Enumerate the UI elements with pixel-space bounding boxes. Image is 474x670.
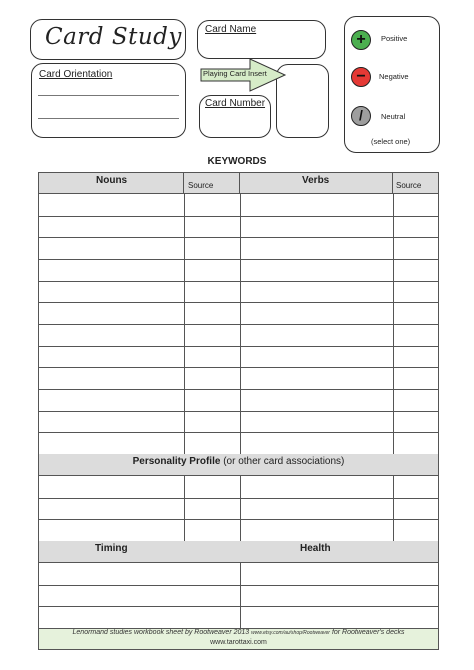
- minus-icon[interactable]: −: [351, 67, 371, 87]
- verbs-source-divider: [393, 194, 394, 454]
- health-header: Health: [300, 543, 331, 554]
- keyword-row-line: [39, 346, 438, 347]
- keyword-row-line: [39, 411, 438, 412]
- footer-decks: for Rootweaver's decks: [331, 629, 405, 636]
- keywords-table: [38, 172, 439, 650]
- card-orientation-box[interactable]: [31, 63, 186, 138]
- page-title: Card Study: [45, 24, 182, 50]
- card-name-label: Card Name: [205, 24, 257, 35]
- footer-credit: Lenormand studies workbook sheet by Rootweaver 2013: [72, 629, 250, 636]
- keyword-row-line: [39, 259, 438, 260]
- nouns-header-cell: [39, 173, 184, 194]
- verbs-header: Verbs: [302, 175, 330, 186]
- keyword-row-line: [39, 432, 438, 433]
- legend-positive-label: Positive: [381, 34, 408, 43]
- legend-negative-label: Negative: [379, 72, 409, 81]
- timing-header: Timing: [95, 543, 128, 554]
- footer-website-link[interactable]: www.tarottaxi.com: [210, 639, 267, 646]
- personality-profile-title: Personality Profile: [132, 456, 221, 467]
- personality-row-line: [39, 519, 438, 520]
- personality-divider: [240, 476, 241, 541]
- timing-health-band: [39, 541, 438, 563]
- keyword-row-line: [39, 281, 438, 282]
- legend-neutral-label: Neutral: [381, 112, 406, 121]
- source-header-cell: [393, 173, 438, 194]
- personality-profile-band: [39, 454, 438, 476]
- keyword-row-line: [39, 216, 438, 217]
- timing-health-row-line: [39, 606, 438, 607]
- timing-health-row-line: [39, 585, 438, 586]
- keyword-row-line: [39, 324, 438, 325]
- keyword-row-line: [39, 389, 438, 390]
- legend-note: (select one): [371, 137, 411, 146]
- timing-health-row-line: [39, 628, 438, 629]
- slash-icon[interactable]: /: [351, 106, 371, 126]
- personality-row-line: [39, 498, 438, 499]
- keyword-row-line: [39, 237, 438, 238]
- source-header: Source: [188, 181, 214, 190]
- keywords-title: KEYWORDS: [207, 156, 267, 167]
- source-header: Source: [396, 181, 422, 190]
- keyword-row-line: [39, 302, 438, 303]
- nouns-source-divider: [184, 194, 185, 454]
- personality-divider: [184, 476, 185, 541]
- timing-health-divider: [240, 563, 241, 628]
- playing-card-insert-label: Playing Card Insert: [203, 69, 267, 78]
- title-box: [30, 19, 186, 60]
- personality-divider: [393, 476, 394, 541]
- card-number-box[interactable]: [199, 95, 271, 138]
- orientation-legend: [344, 16, 440, 153]
- plus-icon[interactable]: +: [351, 30, 371, 50]
- orientation-line: [38, 118, 179, 119]
- source-header-cell: [184, 173, 240, 194]
- card-name-box[interactable]: [197, 20, 326, 59]
- verbs-header-cell: [240, 173, 393, 194]
- nouns-verbs-divider: [240, 194, 241, 454]
- nouns-header: Nouns: [96, 175, 128, 186]
- footer-shop-link[interactable]: www.etsy.com/au/shop/Rootweaver: [251, 630, 330, 636]
- personality-profile-subtitle: (or other card associations): [223, 456, 345, 467]
- orientation-line: [38, 95, 179, 96]
- card-number-label: Card Number: [205, 98, 266, 109]
- keyword-row-line: [39, 367, 438, 368]
- card-orientation-label: Card Orientation: [39, 69, 113, 80]
- footer: [39, 628, 438, 649]
